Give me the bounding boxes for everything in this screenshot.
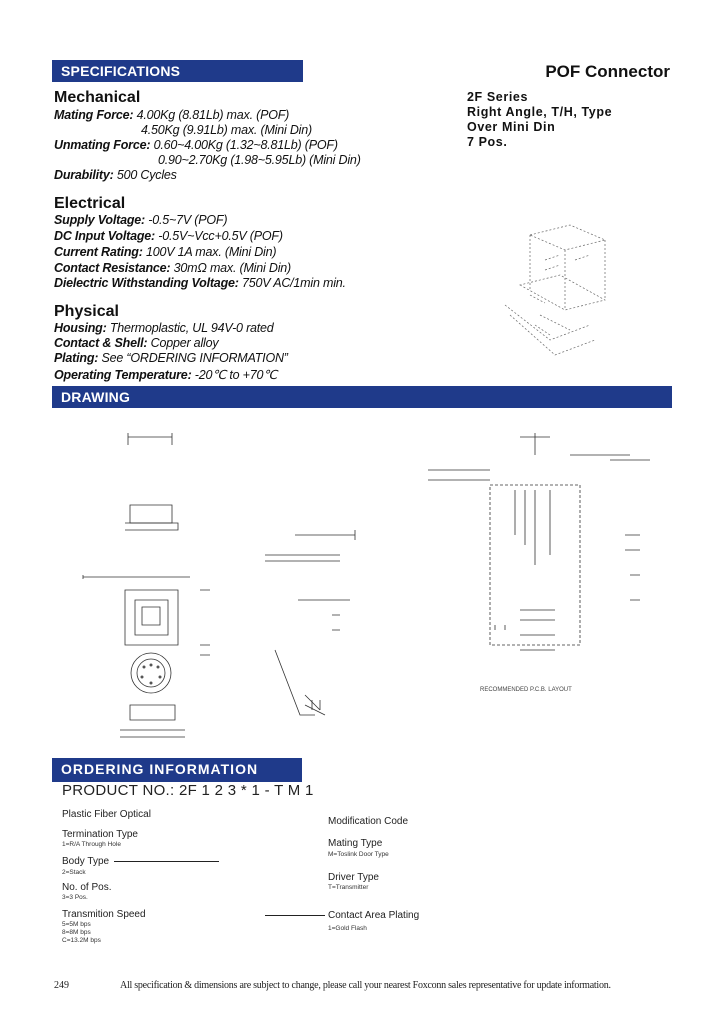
order-contact-plating: Contact Area Plating (328, 910, 420, 921)
contact-resistance-value: 30mΩ max. (Mini Din) (170, 261, 291, 275)
unmating-force (54, 138, 338, 152)
supply-voltage-value: -0.5~7V (POF) (145, 213, 228, 227)
mating-force-label: Mating Force: (54, 108, 134, 122)
series-line-2: Right Angle, T/H, Type (467, 105, 613, 119)
operating-temperature-value: -20℃ to +70℃ (191, 368, 278, 382)
order-positions: No. of Pos. (62, 882, 112, 893)
electrical-heading: Electrical (54, 195, 126, 212)
dielectric-voltage-label: Dielectric Withstanding Voltage: (54, 276, 239, 290)
operating-temperature (54, 367, 277, 382)
unmating-force-value: 0.60~4.00Kg (1.32~8.81Lb) (POF) (150, 138, 338, 152)
series-line-1: 2F Series (467, 90, 528, 104)
drawing-header: DRAWING (52, 386, 672, 408)
body-type-leader (114, 861, 219, 862)
durability (54, 168, 177, 182)
order-speed-option-2: 8=8M bps (62, 929, 91, 936)
series-info (467, 90, 612, 150)
plating (54, 351, 288, 365)
unmating-force-2: 0.90~2.70Kg (1.98~5.95Lb) (Mini Din) (158, 153, 361, 167)
technical-drawing (50, 415, 670, 750)
contact-resistance-label: Contact Resistance: (54, 261, 171, 275)
page-number: 249 (54, 980, 69, 991)
housing-label: Housing: (54, 321, 107, 335)
dielectric-voltage-value: 750V AC/1min min. (238, 276, 346, 290)
plating-value: See “ORDERING INFORMATION” (98, 351, 288, 365)
dielectric-voltage (54, 276, 346, 290)
current-rating-label: Current Rating: (54, 245, 143, 259)
order-driver-option: T=Transmitter (328, 884, 369, 891)
order-body-option: 2=Stack (62, 869, 86, 876)
mating-force-value: 4.00Kg (8.81Lb) max. (POF) (133, 108, 290, 122)
dc-input-voltage-label: DC Input Voltage: (54, 229, 155, 243)
physical-heading: Physical (54, 303, 119, 320)
current-rating-value: 100V 1A max. (Mini Din) (142, 245, 277, 259)
current-rating (54, 245, 276, 259)
mating-force (54, 108, 289, 122)
contact-shell-value: Copper alloy (147, 336, 219, 350)
contact-resistance (54, 261, 291, 275)
series-line-4: 7 Pos. (467, 135, 508, 149)
durability-value: 500 Cycles (113, 168, 177, 182)
supply-voltage (54, 213, 227, 227)
product-title: POF Connector (545, 62, 670, 81)
order-positions-option: 3=3 Pos. (62, 894, 88, 901)
ordering-header: ORDERING INFORMATION (52, 758, 302, 780)
product-number: PRODUCT NO.: 2F 1 2 3 * 1 - T M 1 (62, 782, 314, 799)
contact-plating-leader (265, 915, 325, 916)
order-plastic-fiber: Plastic Fiber Optical (62, 809, 151, 820)
contact-shell-label: Contact & Shell: (54, 336, 148, 350)
order-speed-option-3: C=13.2M bps (62, 937, 101, 944)
dc-input-voltage-value: -0.5V~Vcc+0.5V (POF) (155, 229, 283, 243)
mechanical-heading: Mechanical (54, 89, 141, 106)
series-line-3: Over Mini Din (467, 120, 556, 134)
order-plating-option: 1=Gold Flash (328, 925, 367, 932)
housing-value: Thermoplastic, UL 94V-0 rated (106, 321, 274, 335)
supply-voltage-label: Supply Voltage: (54, 213, 145, 227)
order-transmition-speed: Transmition Speed (62, 909, 146, 920)
unmating-force-label: Unmating Force: (54, 138, 151, 152)
order-mating-type: Mating Type (328, 838, 383, 849)
footer-note: All specification & dimensions are subject to change, please call your nearest Foxconn sales representative for update information. (120, 980, 611, 991)
plating-label: Plating: (54, 351, 99, 365)
order-body-type: Body Type (62, 856, 110, 867)
order-termination-type: Termination Type (62, 829, 138, 840)
order-termination-option: 1=R/A Through Hole (62, 841, 121, 848)
contact-shell (54, 336, 218, 350)
order-driver-type: Driver Type (328, 872, 379, 883)
housing (54, 321, 274, 335)
order-mating-option: M=Toslink Door Type (328, 851, 389, 858)
order-speed-option-1: 5=5M bps (62, 921, 91, 928)
connector-3d-sketch (490, 215, 620, 375)
durability-label: Durability: (54, 168, 114, 182)
operating-temperature-label: Operating Temperature: (54, 368, 192, 382)
specifications-header: SPECIFICATIONS (52, 60, 303, 82)
pcb-layout-caption: RECOMMENDED P.C.B. LAYOUT (480, 687, 572, 693)
mating-force-2: 4.50Kg (9.91Lb) max. (Mini Din) (141, 123, 312, 137)
order-modification-code: Modification Code (328, 816, 409, 827)
dc-input-voltage (54, 229, 283, 243)
